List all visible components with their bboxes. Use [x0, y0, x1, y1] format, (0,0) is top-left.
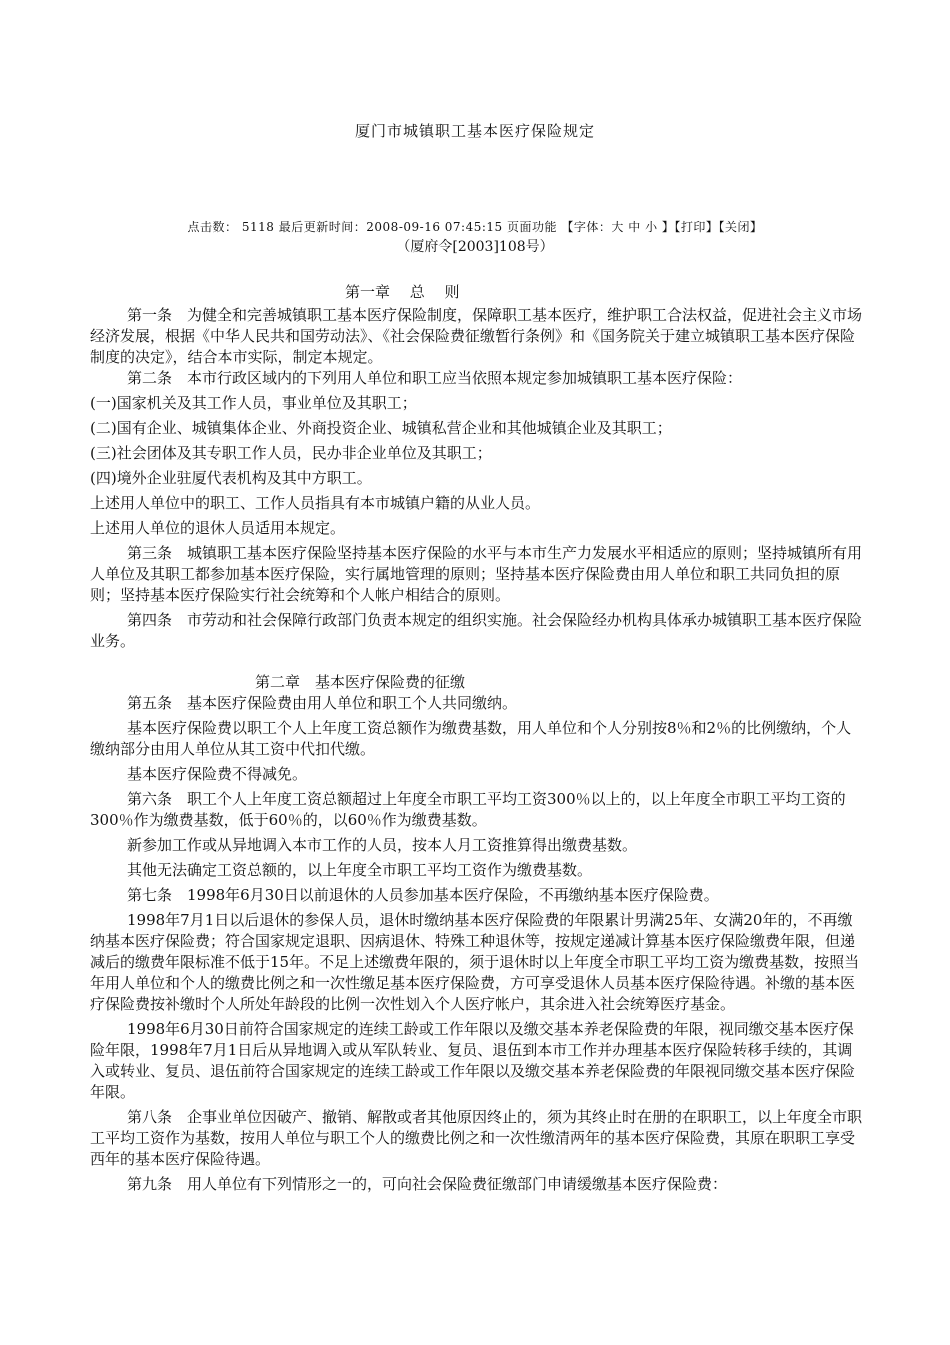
clicks-value: 5118	[241, 220, 275, 234]
body-paragraph: 上述用人单位中的职工、工作人员指具有本市城镇户籍的从业人员。	[90, 494, 541, 512]
body-paragraph: 1998年6月30日前符合国家规定的连续工龄或工作年限以及缴交基本养老保险费的年限，视同缴交基本医疗保险年限，1998年7月1日后从异地调入或从军队转业、复员、退伍到本市工作并办理基本医疗保险转移手续的，其调入或转业、复员、退伍前符合国家规定的连续工龄或工作年限以及缴交基本养老保险费的年限视同缴交基本医疗保险年限。	[90, 1020, 856, 1101]
updated-label: 最后更新时间：	[278, 220, 367, 234]
font-small-link[interactable]: 小	[645, 220, 658, 234]
article-paragraph: 第九条 用人单位有下列情形之一的，可向社会保险费征缴部门申请缓缴基本医疗保险费：	[127, 1175, 728, 1193]
body-paragraph: 基本医疗保险费以职工个人上年度工资总额作为缴费基数，用人单位和个人分别按8％和2％的比例缴纳，个人缴纳部分由用人单位从其工资中代扣代缴。	[90, 719, 852, 758]
body-paragraph: 其他无法确定工资总额的，以上年度全市职工平均工资作为缴费基数。	[127, 861, 593, 879]
page-functions-label: 页面功能	[507, 220, 558, 234]
article-paragraph: 第七条 1998年6月30日以前退休的人员参加基本医疗保险，不再缴纳基本医疗保险费。	[127, 886, 719, 904]
body-paragraph: 1998年7月1日以后退休的参保人员，退休时缴纳基本医疗保险费的年限累计男满25年、女满20年的，不再缴纳基本医疗保险费；符合国家规定退职、因病退休、特殊工种退休等，按规定递减计算基本医疗保险缴费年限，但递减后的缴费年限标准不低于15年。不足上述缴费年限的，须于退休时以上年度全市职工平均工资为缴费基数，按照当年用人单位和个人的缴费比例之和一次性缴足基本医疗保险费，方可享受退休人员基本医疗保险待遇。补缴的基本医疗保险费按补缴时个人所处年龄段的比例一次性划入个人医疗帐户，其余进入社会统筹医疗基金。	[90, 911, 860, 1013]
list-item: (二)国有企业、城镇集体企业、外商投资企业、城镇私营企业和其他城镇企业及其职工；	[90, 419, 672, 437]
clicks-label: 点击数：	[187, 220, 238, 234]
article-paragraph: 第一条 为健全和完善城镇职工基本医疗保险制度，保障职工基本医疗，维护职工合法权益，促进社会主义市场经济发展，根据《中华人民共和国劳动法》、《社会保险费征缴暂行条例》和《国务院关于建立城镇职工基本医疗保险制度的决定》，结合本市实际，制定本规定。	[90, 306, 863, 366]
print-link[interactable]: 【打印】	[674, 220, 719, 234]
chapter-heading: 第一章 总 则	[345, 283, 460, 301]
document-meta-bar	[0, 218, 950, 235]
body-paragraph: 上述用人单位的退休人员适用本规定。	[90, 519, 346, 537]
article-paragraph: 第二条 本市行政区域内的下列用人单位和职工应当依照本规定参加城镇职工基本医疗保险：	[127, 369, 743, 387]
list-item: (四)境外企业驻厦代表机构及其中方职工。	[90, 469, 372, 487]
font-size-close-bracket: 】	[661, 220, 675, 234]
article-paragraph: 第八条 企事业单位因破产、撤销、解散或者其他原因终止的，须为其终止时在册的在职职工，以上年度全市职工平均工资作为基数，按用人单位与职工个人的缴费比例之和一次性缴清两年的基本医疗保险费，其原在职职工享受西年的基本医疗保险待遇。	[90, 1108, 863, 1168]
chapter-heading: 第二章 基本医疗保险费的征缴	[255, 673, 466, 691]
body-paragraph: 基本医疗保险费不得减免。	[127, 765, 308, 783]
list-item: (三)社会团体及其专职工作人员，民办非企业单位及其职工；	[90, 444, 492, 462]
font-size-label: 【字体：	[561, 220, 612, 234]
document-body	[90, 282, 865, 1195]
document-title: 厦门市城镇职工基本医疗保险规定	[354, 122, 595, 140]
font-medium-link[interactable]: 中	[628, 220, 641, 234]
article-paragraph: 第六条 职工个人上年度工资总额超过上年度全市职工平均工资300％以上的，以上年度全市职工平均工资的300％作为缴费基数，低于60％的，以60％作为缴费基数。	[90, 790, 846, 829]
article-paragraph: 第三条 城镇职工基本医疗保险坚持基本医疗保险的水平与本市生产力发展水平相适应的原则；坚持城镇所有用人单位及其职工都参加基本医疗保险，实行属地管理的原则；坚持基本医疗保险费由用人单位和职工共同负担的原则；坚持基本医疗保险实行社会统筹和个人帐户相结合的原则。	[90, 544, 863, 604]
close-link[interactable]: 【关闭】	[718, 220, 763, 234]
article-paragraph: 第四条 市劳动和社会保障行政部门负责本规定的组织实施。社会保险经办机构具体承办城镇职工基本医疗保险业务。	[90, 611, 863, 650]
updated-value: 2008-09-16 07:45:15	[366, 220, 503, 234]
document-number: （厦府令[2003]108号）	[396, 239, 554, 255]
body-paragraph: 新参加工作或从异地调入本市工作的人员，按本人月工资推算得出缴费基数。	[127, 836, 638, 854]
article-paragraph: 第五条 基本医疗保险费由用人单位和职工个人共同缴纳。	[127, 694, 518, 712]
font-large-link[interactable]: 大	[611, 220, 624, 234]
list-item: (一)国家机关及其工作人员，事业单位及其职工；	[90, 394, 417, 412]
